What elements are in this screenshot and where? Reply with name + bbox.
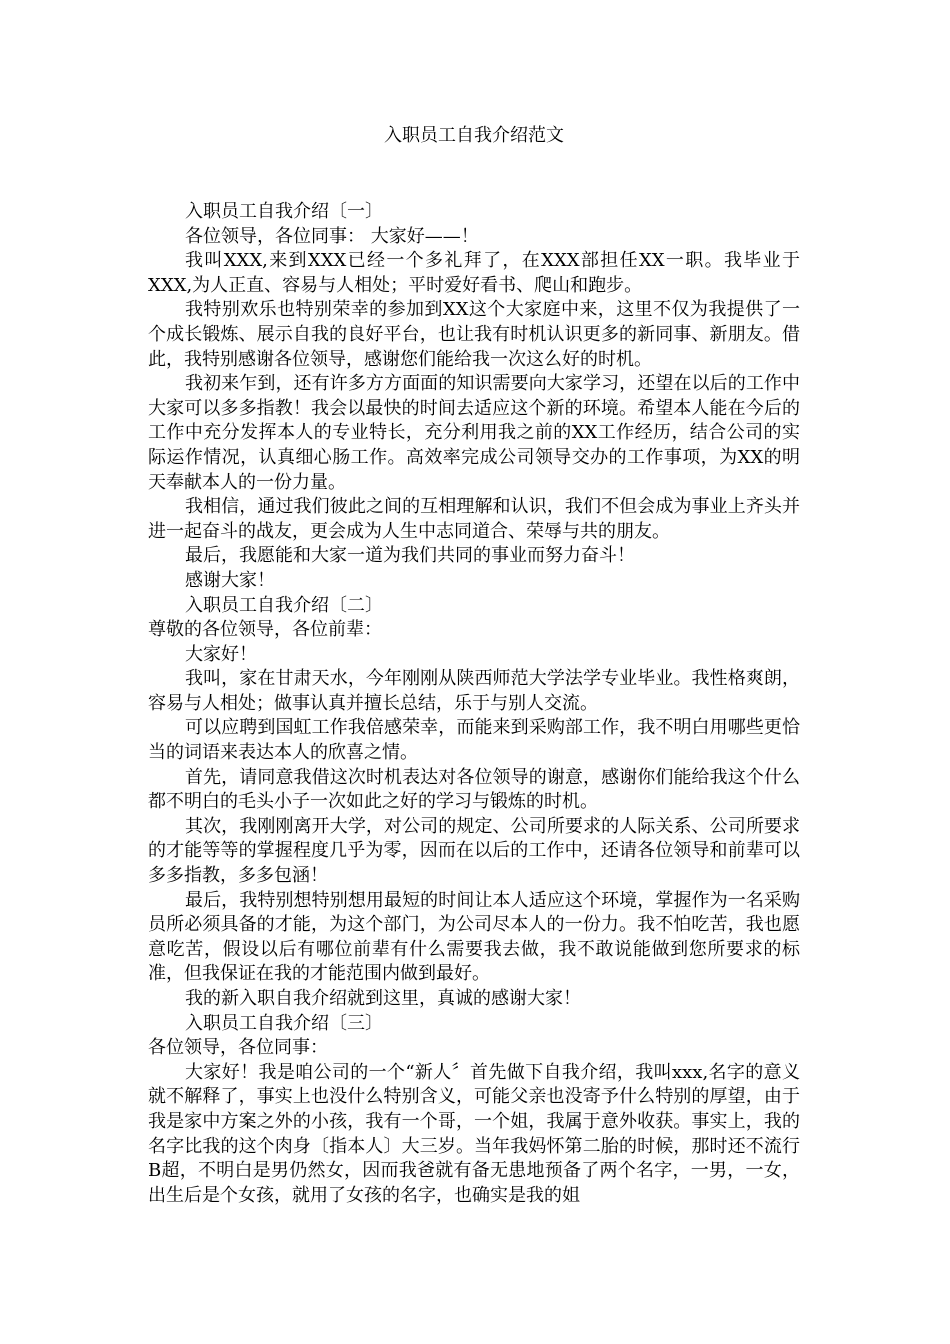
paragraph: 入职员工自我介绍〔一〕 — [185, 201, 383, 222]
paragraph: 尊敬的各位领导，各位前辈： — [148, 619, 382, 641]
paragraph: 我初来乍到，还有许多方方面面的知识需要向大家学习，还望在以后的工作中大家可以多多指教！我会以最快的时间去适应这个新的环境。希望本人能在今后的工作中充分发挥本人的专业特长，充分利用我之前的XX工作经历，结合公司的实际运作情况，认真细心肠工作。高效率完成公司领导交办的工作事项，为XX的明天奉献本人的一份力量。 — [148, 373, 800, 493]
paragraph: 大家好！我是咱公司的一个“新人〞首先做下自我介绍，我叫xxx,名字的意义就不解释了，事实上也没什么特别含义，可能父亲也没寄予什么特别的厚望，由于我是家中方案之外的小孩，我有一个哥，一个姐，我属于意外收获。事实上，我的名字比我的这个肉身〔指本人〕大三岁。当年我妈怀第二胎的时候，那时还不流行B超，不明白是男仍然女，因而我爸就有备无患地预备了两个名字，一男，一女，出生后是个女孩，就用了女孩的名字，也确实是我的姐 — [148, 1061, 800, 1206]
document-body — [148, 200, 800, 1208]
paragraph: 入职员工自我介绍〔二〕 — [185, 594, 383, 616]
paragraph: 可以应聘到国虹工作我倍感荣幸，而能来到采购部工作，我不明白用哪些更恰当的词语来表达本人的欣喜之情。 — [148, 717, 800, 764]
paragraph: 我特别欢乐也特别荣幸的参加到XX这个大家庭中来，这里不仅为我提供了一个成长锻炼、展示自我的良好平台，也让我有时机认识更多的新同事、新朋友。借此，我特别感谢各位领导，感谢您们能给我一次这么好的时机。 — [148, 299, 800, 370]
paragraph: 各位领导，各位同事： 大家好——！ — [185, 225, 479, 247]
paragraph: 我的新入职自我介绍就到这里，真诚的感谢大家！ — [185, 988, 581, 1009]
paragraph: 大家好！ — [185, 643, 257, 665]
paragraph: 其次，我刚刚离开大学，对公司的规定、公司所要求的人际关系、公司所要求的才能等等的掌握程度几乎为零，因而在以后的工作中，还请各位领导和前辈可以多多指教，多多包涵！ — [148, 815, 800, 887]
paragraph: 最后，我愿能和大家一道为我们共同的事业而努力奋斗！ — [185, 545, 635, 567]
paragraph: 入职员工自我介绍〔三〕 — [185, 1012, 383, 1034]
document-title: 入职员工自我介绍范文 — [384, 125, 564, 146]
paragraph: 各位领导，各位同事： — [148, 1037, 328, 1059]
paragraph: 我叫，家在甘肃天水，今年刚刚从陕西师范大学法学专业毕业。我性格爽朗，容易与人相处；做事认真并擅长总结，乐于与别人交流。 — [148, 668, 800, 714]
paragraph: 首先，请同意我借这次时机表达对各位领导的谢意，感谢你们能给我这个什么都不明白的毛头小子一次如此之好的学习与锻炼的时机。 — [148, 766, 800, 813]
paragraph: 最后，我特别想特别想用最短的时间让本人适应这个环境，掌握作为一名采购员所必须具备的才能，为这个部门，为公司尽本人的一份力。我不怕吃苦，我也愿意吃苦，假设以后有哪位前辈有什么需要我去做，我不敢说能做到您所要求的标准，但我保证在我的才能范围内做到最好。 — [148, 889, 800, 985]
paragraph: 感谢大家！ — [185, 569, 275, 591]
paragraph: 我叫XXX,来到XXX已经一个多礼拜了，在XXX部担任XX一职。我毕业于XXX,为人正直、容易与人相处；平时爱好看书、爬山和跑步。 — [148, 250, 800, 296]
paragraph: 我相信，通过我们彼此之间的互相理解和认识，我们不但会成为事业上齐头并进一起奋斗的战友，更会成为人生中志同道合、荣辱与共的朋友。 — [148, 496, 800, 542]
